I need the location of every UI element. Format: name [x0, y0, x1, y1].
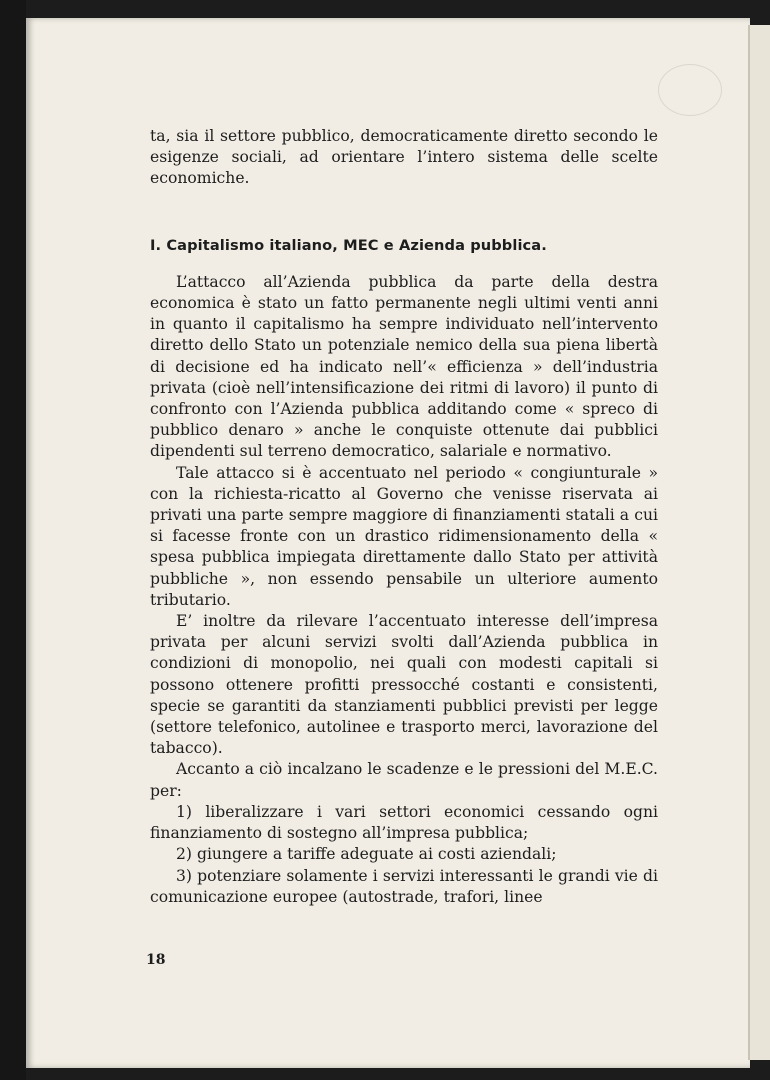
section-heading: I. Capitalismo italiano, MEC e Azienda pubblica.: [150, 236, 547, 254]
paragraph: L’attacco all’Azienda pubblica da parte della destra economica è stato un fatto permanente negli ultimi venti anni in quanto il capitalismo ha sempre individuato nell’intervento diretto dello Stato un potenziale nemico della sua piena libertà di decisione ed ha indicato nell’« efficienza » dell’industria privata (cioè nell’intensificazione dei ritmi di lavoro) il punto di confronto con l’Azienda pubblica additando come « spreco di pubblico denaro » anche le conquiste ottenute dai pubblici dipendenti sul terreno democratico, salariale e normativo.: [150, 272, 658, 461]
scan-edge: [0, 0, 26, 1080]
list-item: 1) liberalizzare i vari settori economici cessando ogni finanziamento di sostegno all’impresa pubblica;: [150, 802, 658, 843]
page-body: [150, 126, 658, 908]
paragraph: E’ inoltre da rilevare l’accentuato interesse dell’impresa privata per alcuni servizi svolti dall’Azienda pubblica in condizioni di monopolio, nei quali con modesti capitali si possono ottenere profitti pressocché costanti e consistenti, specie se garantiti da stanziamenti pubblici previsti per legge (settore telefonico, autolinee e trasporto merci, lavorazione del tabacco).: [150, 612, 658, 758]
list-item: 2) giungere a tariffe adeguate ai costi aziendali;: [176, 845, 557, 864]
paragraph: Accanto a ciò incalzano le scadenze e le pressioni del M.E.C. per:: [150, 760, 658, 800]
page-number: 18: [146, 952, 166, 968]
adjacent-page-edge: [748, 25, 770, 1060]
top-paragraph: ta, sia il settore pubblico, democraticamente diretto secondo le esigenze sociali, ad orientare l’intero sistema delle scelte economiche.: [150, 127, 658, 188]
list-item: 3) potenziare solamente i servizi interessanti le grandi vie di comunicazione europee (autostrade, trafori, linee: [150, 866, 658, 906]
library-stamp: [658, 64, 722, 116]
paragraph: Tale attacco si è accentuato nel periodo « congiunturale » con la richiesta-ricatto al Governo che venisse riservata ai privati una parte sempre maggiore di finanziamenti statali a cui si facesse fronte con un drastico ridimensionamento della « spesa pubblica impiegata direttamente dallo Stato per attività pubbliche », non essendo pensabile un ulteriore aumento tributario.: [150, 463, 658, 609]
